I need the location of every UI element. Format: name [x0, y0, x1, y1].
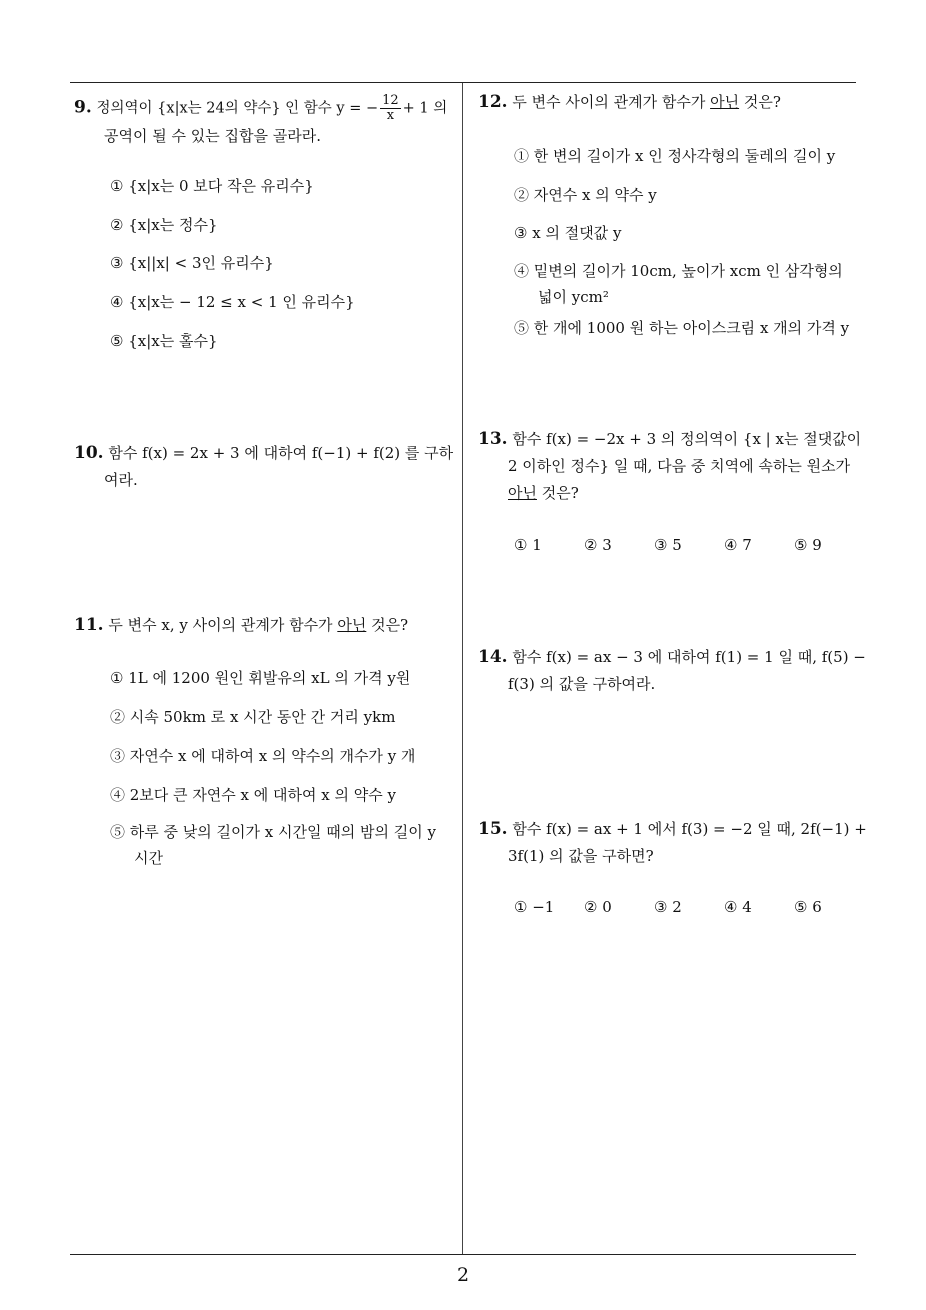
problem-15-stem: 15. 함수 f(x) = ax + 1 에서 f(3) = −2 일 때, 2f(−1) + 3f(1) 의 값을 구하면? — [478, 819, 867, 865]
problem-number: 15. — [478, 819, 508, 839]
p12-choice-4[interactable]: ④ 밑변의 길이가 10cm, 높이가 xcm 인 삼각형의 넓이 ycm² — [514, 262, 843, 306]
p15-option-4[interactable]: ④ 4 — [724, 898, 752, 916]
problem-15 — [478, 816, 867, 870]
p15-options — [514, 898, 864, 916]
p13-option-1[interactable]: ① 1 — [514, 536, 542, 554]
fraction: $\frac{12}{x}$ — [382, 93, 399, 123]
p13-option-3[interactable]: ③ 5 — [654, 536, 682, 554]
underlined-word: 아닌 — [508, 484, 537, 502]
problem-number: 11. — [74, 615, 104, 635]
top-rule — [70, 82, 856, 83]
p12-choice-2[interactable]: ② 자연수 x 의 약수 y — [514, 186, 657, 204]
p9-choice-5[interactable]: ⑤ {x|x는 홀수} — [110, 332, 218, 350]
p9-choice-1[interactable]: ① {x|x는 0 보다 작은 유리수} — [110, 177, 314, 195]
p9-choice-3[interactable]: ③ {x||x| < 3인 유리수} — [110, 254, 274, 272]
p13-option-4[interactable]: ④ 7 — [724, 536, 752, 554]
problem-number: 13. — [478, 429, 508, 449]
underlined-word: 아닌 — [337, 616, 367, 634]
p15-option-1[interactable]: ① −1 — [514, 898, 555, 916]
problem-9-stem: 9. 정의역이 {x|x는 24의 약수} 인 함수 y = − $\frac{12}{x}$ + 1 의 공역이 될 수 있는 집합을 골라라. — [74, 93, 448, 145]
p15-option-3[interactable]: ③ 2 — [654, 898, 682, 916]
underlined-word: 아닌 — [710, 93, 740, 111]
p9-choice-2[interactable]: ② {x|x는 정수} — [110, 216, 218, 234]
p9-choice-4[interactable]: ④ {x|x는 − 12 ≤ x < 1 인 유리수} — [110, 293, 355, 311]
problem-12 — [478, 89, 858, 116]
problem-number: 14. — [478, 647, 508, 667]
p13-options — [514, 536, 864, 554]
problem-11-stem: 11. 두 변수 x, y 사이의 관계가 함수가 아닌 것은? — [74, 615, 409, 635]
problem-14 — [478, 644, 866, 698]
p13-option-2[interactable]: ② 3 — [584, 536, 612, 554]
p15-option-2[interactable]: ② 0 — [584, 898, 612, 916]
p13-option-5[interactable]: ⑤ 9 — [794, 536, 822, 554]
p11-choice-5[interactable]: ⑤ 하루 중 낮의 길이가 x 시간일 때의 밤의 길이 y 시간 — [110, 823, 436, 867]
p12-choice-1[interactable]: ① 한 변의 길이가 x 인 정사각형의 둘레의 길이 y — [514, 147, 836, 165]
problem-12-stem: 12. 두 변수 사이의 관계가 함수가 아닌 것은? — [478, 92, 781, 112]
p11-choice-3[interactable]: ③ 자연수 x 에 대하여 x 의 약수의 개수가 y 개 — [110, 747, 416, 765]
problem-14-stem: 14. 함수 f(x) = ax − 3 에 대하여 f(1) = 1 일 때, f(5) − f(3) 의 값을 구하여라. — [478, 647, 866, 693]
bottom-rule — [70, 1254, 856, 1255]
problem-number: 12. — [478, 92, 508, 112]
problem-13-stem: 13. 함수 f(x) = −2x + 3 의 정의역이 {x | x는 절댓값이 2 이하인 정수} 일 때, 다음 중 치역에 속하는 원소가 아닌 것은? — [478, 429, 862, 502]
problem-number: 10. — [74, 443, 104, 463]
p12-choice-5[interactable]: ⑤ 한 개에 1000 원 하는 아이스크림 x 개의 가격 y — [514, 319, 850, 337]
p11-choice-1[interactable]: ① 1L 에 1200 원인 휘발유의 xL 의 가격 y원 — [110, 669, 411, 687]
p12-choice-3[interactable]: ③ x 의 절댓값 y — [514, 224, 622, 242]
p15-option-5[interactable]: ⑤ 6 — [794, 898, 822, 916]
problem-11 — [74, 612, 458, 639]
problem-number: 9. — [74, 97, 92, 118]
p11-choice-2[interactable]: ② 시속 50km 로 x 시간 동안 간 거리 ykm — [110, 708, 396, 726]
problem-13 — [478, 426, 860, 507]
column-divider — [462, 83, 463, 1255]
problem-10-stem: 10. 함수 f(x) = 2x + 3 에 대하여 f(−1) + f(2) 를 구하 여라. — [74, 443, 454, 489]
p11-choice-4[interactable]: ④ 2보다 큰 자연수 x 에 대하여 x 의 약수 y — [110, 786, 396, 804]
problem-10 — [74, 440, 458, 494]
problem-9 — [74, 94, 458, 150]
page-number: 2 — [456, 1264, 470, 1286]
